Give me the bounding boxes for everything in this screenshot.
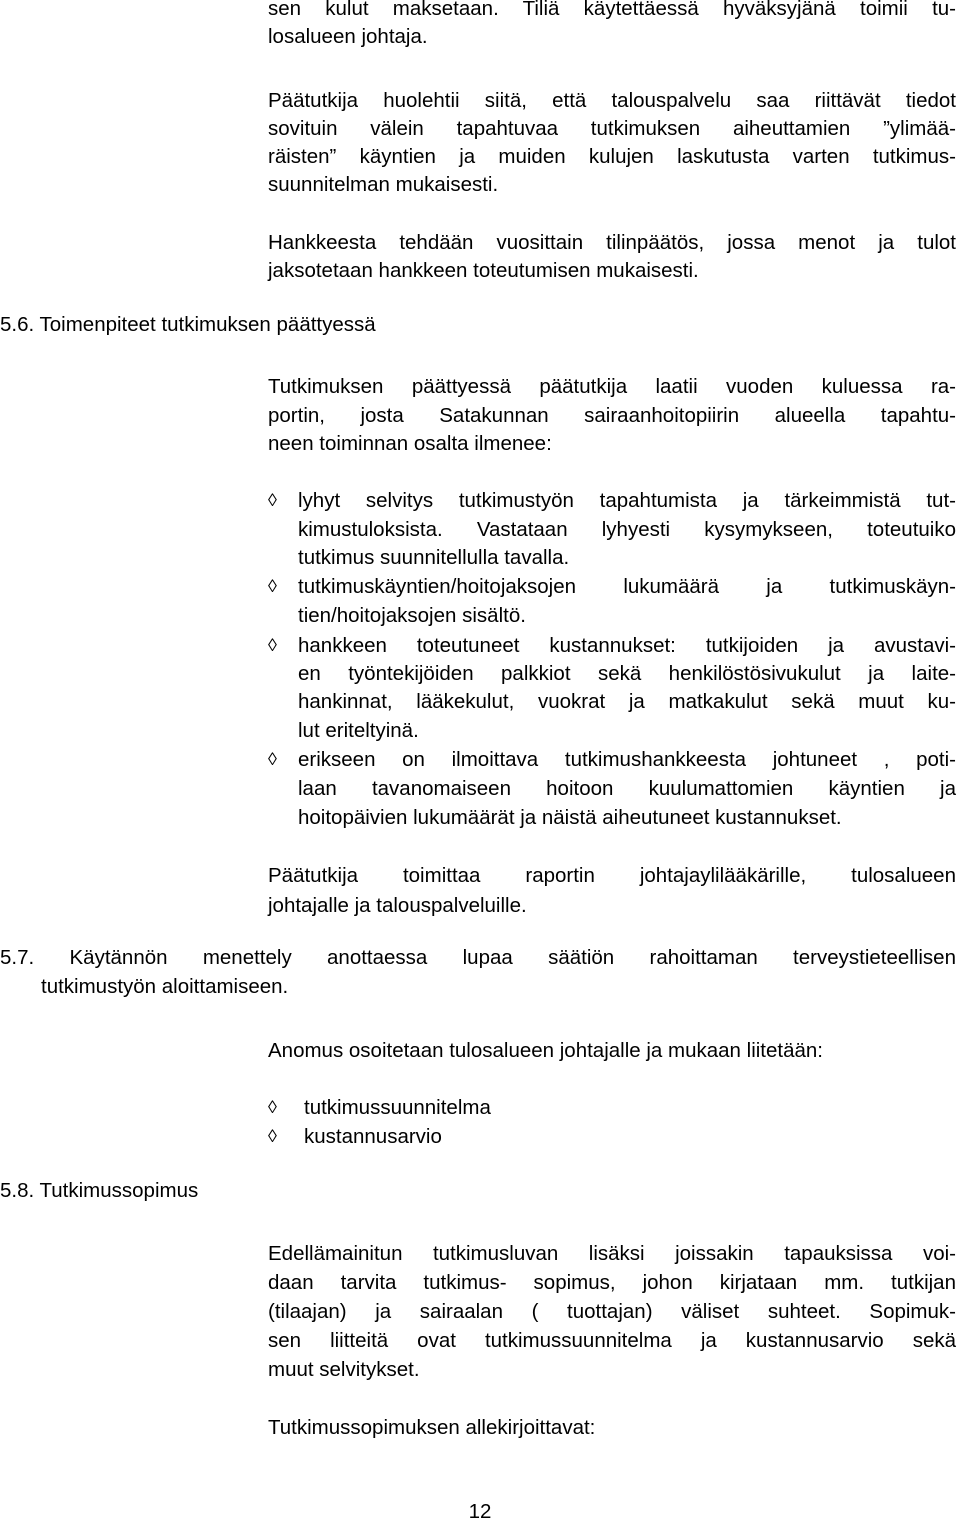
text-line: tutkimuskäyntien/hoitojaksojen lukumäärä ja tutkimuskäyn- <box>298 575 956 598</box>
text-line: kimustuloksista. Vastataan lyhyesti kysymykseen, toteutuiko <box>298 518 956 541</box>
text-line: sovituin välein tapahtuvaa tutkimuksen aiheuttamien ”ylimää- <box>268 117 956 140</box>
text-line: neen toiminnan osalta ilmenee: <box>268 432 552 455</box>
text-line: sen kulut maksetaan. Tiliä käytettäessä hyväksyjänä toimii tu- <box>268 0 956 20</box>
heading-line: 5.7. Käytännön menettely anottaessa lupaa säätiön rahoittaman terveystieteellisen <box>0 946 956 969</box>
text-line: tutkimus suunnitellulla tavalla. <box>298 546 570 569</box>
diamond-bullet-icon: ◊ <box>268 749 277 769</box>
text-line: räisten” käyntien ja muiden kulujen laskutusta varten tutkimus- <box>268 145 956 168</box>
diamond-bullet-icon: ◊ <box>268 1097 277 1117</box>
section-heading-5-6: 5.6. Toimenpiteet tutkimuksen päättyessä <box>0 313 376 336</box>
text-line: hankinnat, lääkekulut, vuokrat ja matkakulut sekä muut ku- <box>298 690 956 713</box>
text-line: muut selvitykset. <box>268 1358 420 1381</box>
text-line: daan tarvita tutkimus- sopimus, johon kirjataan mm. tutkijan <box>268 1271 956 1294</box>
diamond-bullet-icon: ◊ <box>268 635 277 655</box>
text-line: sen liitteitä ovat tutkimussuunnitelma ja kustannusarvio sekä <box>268 1329 956 1352</box>
paragraph-allekirjoittavat: Tutkimussopimuksen allekirjoittavat: <box>268 1416 596 1439</box>
text-line: jaksotetaan hankkeen toteutumisen mukaisesti. <box>268 259 699 282</box>
text-line: Päätutkija toimittaa raportin johtajaylilääkärille, tulosalueen <box>268 864 956 887</box>
heading-line: tutkimustyön aloittamiseen. <box>41 975 289 998</box>
diamond-bullet-icon: ◊ <box>268 576 277 596</box>
text-line: Edellämainitun tutkimusluvan lisäksi joissakin tapauksissa voi- <box>268 1242 956 1265</box>
diamond-bullet-icon: ◊ <box>268 490 277 510</box>
text-line: tien/hoitojaksojen sisältö. <box>298 604 526 627</box>
text-line: johtajalle ja talouspalveluille. <box>268 894 527 917</box>
text-line: lyhyt selvitys tutkimustyön tapahtumista ja tärkeimmistä tut- <box>298 489 956 512</box>
text-line: hankkeen toteutuneet kustannukset: tutkijoiden ja avustavi- <box>298 634 956 657</box>
text-line: hoitopäivien lukumäärät ja näistä aiheutuneet kustannukset. <box>298 806 842 829</box>
text-line: laan tavanomaiseen hoitoon kuulumattomien käyntien ja <box>298 777 956 800</box>
text-line: suunnitelman mukaisesti. <box>268 173 499 196</box>
text-line: lut eriteltyinä. <box>298 719 419 742</box>
text-line: kustannusarvio <box>304 1125 442 1148</box>
text-line: tutkimussuunnitelma <box>304 1096 491 1119</box>
text-line: en työntekijöiden palkkiot sekä henkilöstösivukulut ja laite- <box>298 662 956 685</box>
page-number: 12 <box>468 1500 492 1523</box>
text-line: (tilaajan) ja sairaalan ( tuottajan) väliset suhteet. Sopimuk- <box>268 1300 956 1323</box>
section-heading-5-8: 5.8. Tutkimussopimus <box>0 1179 199 1202</box>
text-line: Hankkeesta tehdään vuosittain tilinpäätös, jossa menot ja tulot <box>268 231 956 254</box>
text-line: losalueen johtaja. <box>268 25 428 48</box>
diamond-bullet-icon: ◊ <box>268 1126 277 1146</box>
text-line: portin, josta Satakunnan sairaanhoitopiirin alueella tapahtu- <box>268 404 956 427</box>
text-line: Päätutkija huolehtii siitä, että talouspalvelu saa riittävät tiedot <box>268 89 956 112</box>
text-line: erikseen on ilmoittava tutkimushankkeesta johtuneet , poti- <box>298 748 956 771</box>
text-line: Tutkimuksen päättyessä päätutkija laatii vuoden kuluessa ra- <box>268 375 956 398</box>
paragraph-anomus: Anomus osoitetaan tulosalueen johtajalle ja mukaan liitetään: <box>268 1039 824 1062</box>
